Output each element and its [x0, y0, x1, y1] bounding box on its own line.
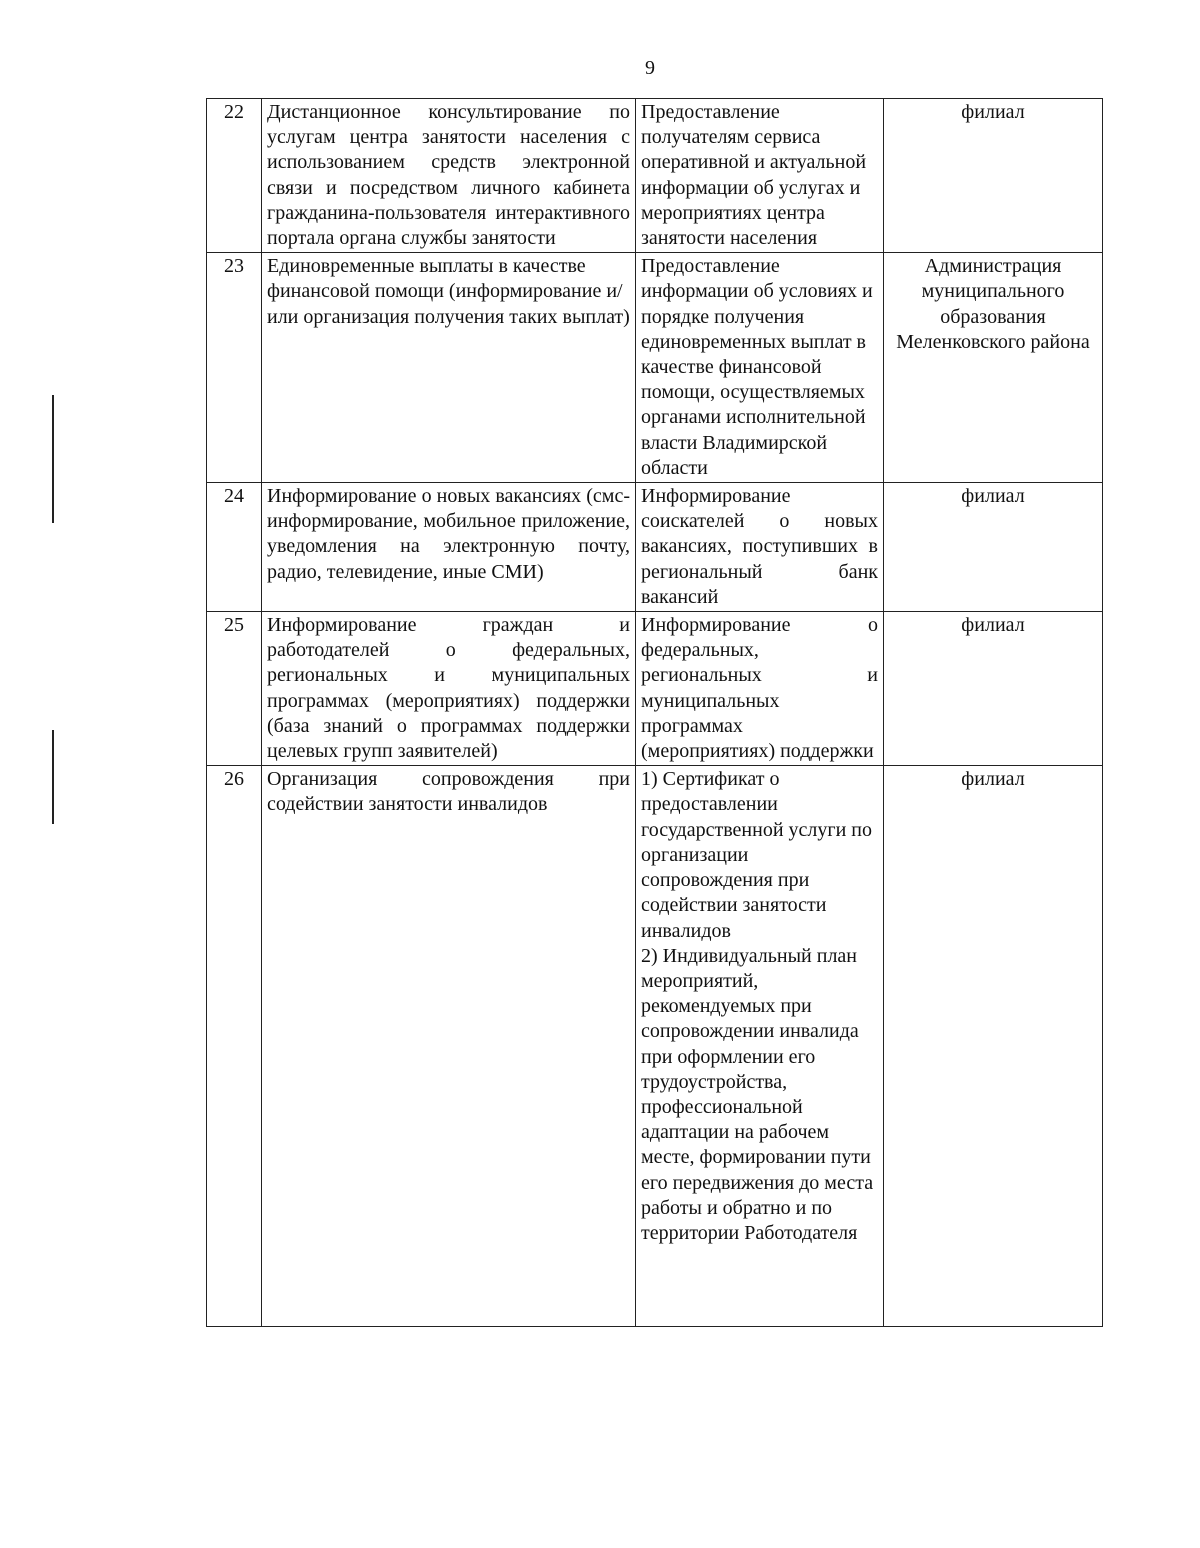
margin-line-mark: [52, 730, 54, 824]
table-row: [207, 483, 1103, 612]
row-number: 26: [207, 766, 262, 1327]
table-row: [207, 766, 1103, 1327]
services-table: [206, 98, 1103, 1327]
table-row: [207, 253, 1103, 483]
table-row: [207, 612, 1103, 766]
service-name: Организация сопровождения при содействии занятости инвалидов: [262, 766, 636, 1327]
service-name: Информирование о новых вакансиях (смс-информирование, мобильное приложение, уведомления на электронную почту, радио, телевидение, иные СМИ): [262, 483, 636, 612]
service-provider: филиал: [884, 483, 1103, 612]
result-item-2: 2) Индивидуальный план мероприятий, рекомендуемых при сопровождении инвалида при оформлении его трудоустройства, профессиональной адаптации на рабочем месте, формировании пути его передвижения до места работы и обратно и по территории Работодателя: [641, 944, 874, 1244]
service-provider: филиал: [884, 766, 1103, 1327]
service-name: Единовременные выплаты в качестве финансовой помощи (информирование и/или организация получения таких выплат): [262, 253, 636, 483]
result-item-1: 1) Сертификат о предоставлении государственной услуги по организации сопровождения при содействии занятости инвалидов: [641, 768, 873, 942]
page-number: 9: [645, 57, 655, 79]
service-result: Информирование соискателей о новых вакансиях, поступивших в региональный банк вакансий: [636, 483, 884, 612]
service-result: Предоставление информации об условиях и порядке получения единовременных выплат в качестве финансовой помощи, осуществляемых органами исполнительной власти Владимирской области: [636, 253, 884, 483]
service-result: Предоставление получателям сервиса оперативной и актуальной информации об услугах и мероприятиях центра занятости населения: [636, 99, 884, 253]
service-provider: филиал: [884, 612, 1103, 766]
service-name: Информирование граждан и работодателей о федеральных, региональных и муниципальных программах (мероприятиях) поддержки (база знаний о программах поддержки целевых групп заявителей): [262, 612, 636, 766]
margin-line-mark: [52, 395, 54, 523]
row-number: 25: [207, 612, 262, 766]
service-provider: Администрация муниципального образования Меленковского района: [884, 253, 1103, 483]
service-result: [636, 766, 884, 1327]
table-row: [207, 99, 1103, 253]
service-provider: филиал: [884, 99, 1103, 253]
service-result: Информирование о федеральных, региональных и муниципальных программах (мероприятиях) поддержки: [636, 612, 884, 766]
row-number: 23: [207, 253, 262, 483]
row-number: 22: [207, 99, 262, 253]
row-number: 24: [207, 483, 262, 612]
service-name: Дистанционное консультирование по услугам центра занятости населения с использованием средств электронной связи и посредством личного кабинета гражданина-пользователя интерактивного портала органа службы занятости: [262, 99, 636, 253]
